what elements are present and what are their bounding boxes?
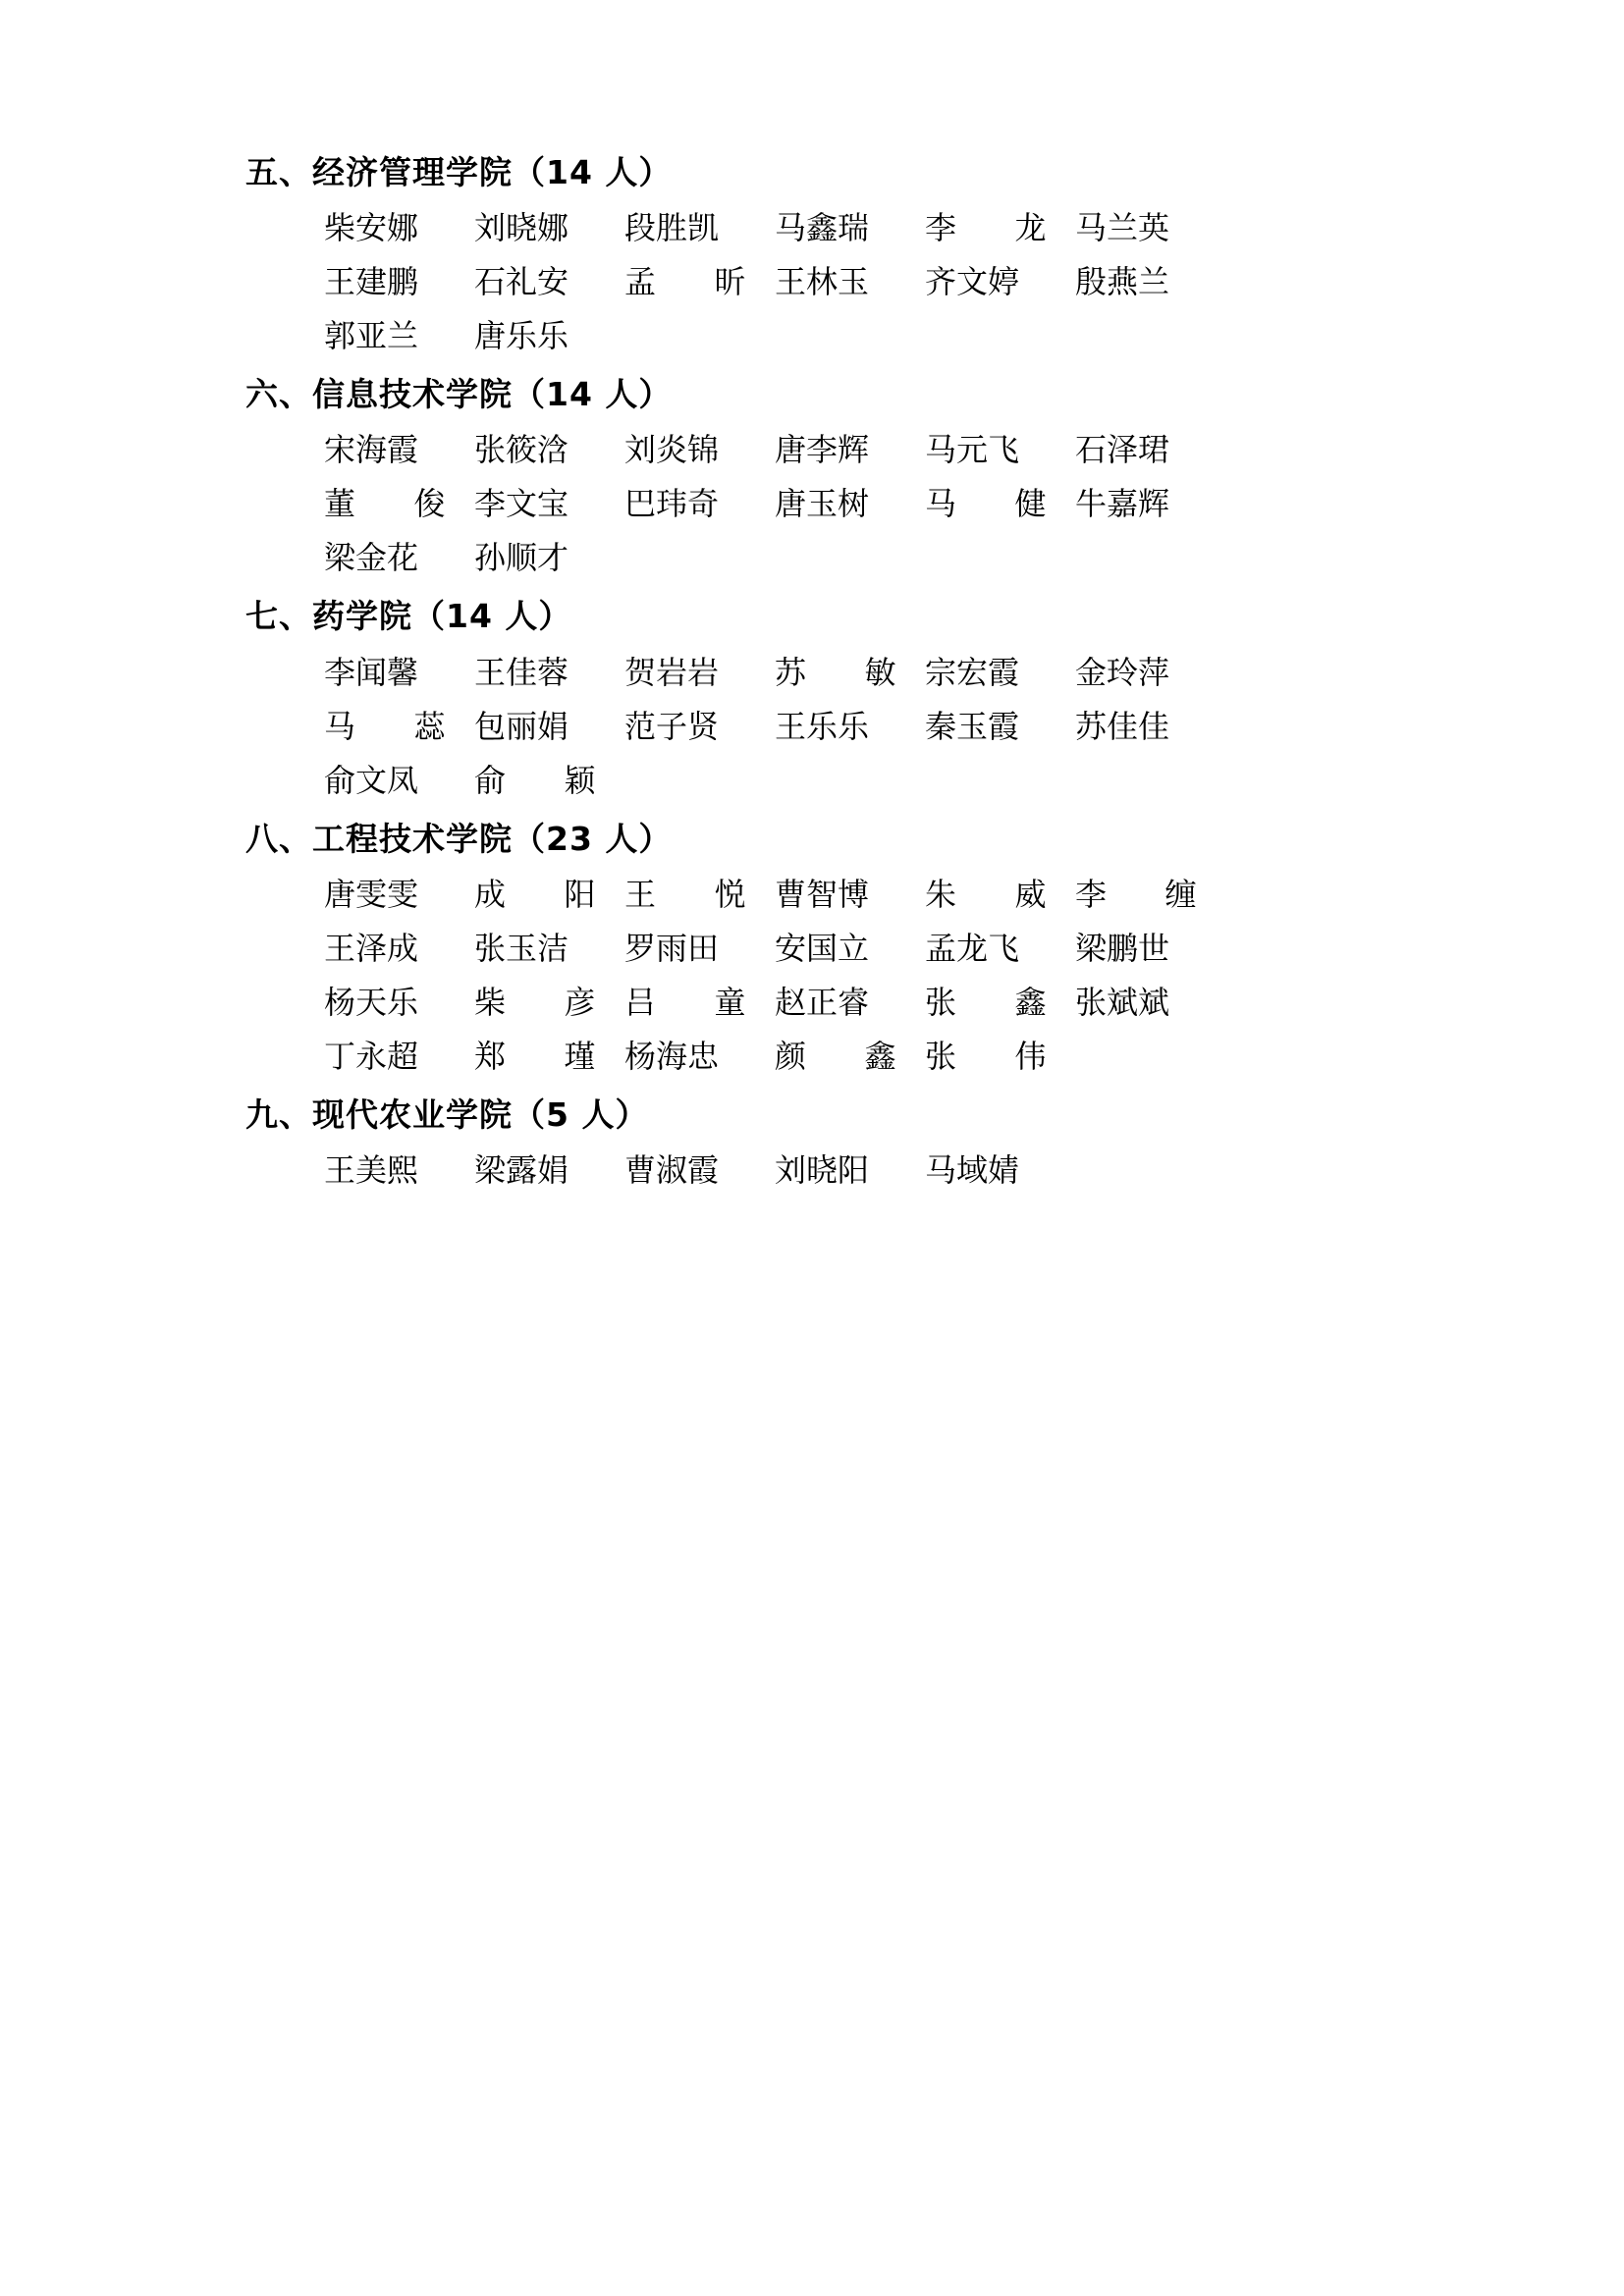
name-cell bbox=[925, 646, 1075, 700]
person-name: 王 悦 bbox=[624, 876, 746, 912]
name-cell bbox=[925, 868, 1075, 922]
name-cell bbox=[324, 201, 474, 255]
person-name: 俞 颖 bbox=[474, 762, 596, 798]
name-cell bbox=[474, 1030, 624, 1084]
person-name: 吕 童 bbox=[624, 984, 746, 1020]
section-heading: 九、现代农业学院（5 人） bbox=[245, 1095, 649, 1134]
name-cell bbox=[324, 1144, 474, 1198]
name-cell bbox=[624, 423, 775, 477]
name-cell bbox=[624, 255, 775, 309]
name-cell bbox=[925, 201, 1075, 255]
name-cell bbox=[1075, 423, 1225, 477]
name-cell bbox=[925, 1030, 1075, 1084]
name-list bbox=[245, 646, 1418, 808]
name-cell bbox=[624, 922, 775, 976]
name-cell bbox=[624, 1030, 775, 1084]
name-cell bbox=[1075, 922, 1225, 976]
name-row bbox=[324, 309, 1418, 363]
name-row bbox=[324, 1144, 1418, 1198]
name-cell bbox=[1075, 477, 1225, 531]
person-name: 唐雯雯 bbox=[324, 876, 419, 912]
person-name: 孟龙飞 bbox=[925, 930, 1020, 966]
person-name: 孙顺才 bbox=[474, 540, 569, 576]
name-row bbox=[324, 423, 1418, 477]
person-name: 王乐乐 bbox=[775, 708, 870, 744]
name-cell bbox=[324, 477, 474, 531]
name-cell bbox=[474, 255, 624, 309]
name-cell bbox=[1075, 201, 1225, 255]
name-cell bbox=[624, 201, 775, 255]
name-cell bbox=[624, 976, 775, 1030]
person-name: 王美熙 bbox=[324, 1152, 419, 1189]
person-name: 秦玉霞 bbox=[925, 708, 1020, 744]
name-cell bbox=[775, 868, 925, 922]
name-cell bbox=[474, 423, 624, 477]
name-cell bbox=[474, 646, 624, 700]
person-name: 李闻馨 bbox=[324, 654, 419, 690]
name-cell bbox=[474, 201, 624, 255]
department-section bbox=[245, 814, 1418, 1084]
name-row bbox=[324, 700, 1418, 754]
person-name: 赵正睿 bbox=[775, 984, 870, 1020]
name-cell bbox=[1075, 976, 1225, 1030]
name-cell bbox=[775, 646, 925, 700]
name-cell bbox=[775, 976, 925, 1030]
name-cell bbox=[324, 255, 474, 309]
name-cell bbox=[925, 423, 1075, 477]
person-name: 石泽珺 bbox=[1075, 432, 1170, 468]
person-name: 齐文婷 bbox=[925, 264, 1020, 300]
person-name: 宋海霞 bbox=[324, 432, 419, 468]
name-row bbox=[324, 201, 1418, 255]
name-cell bbox=[775, 201, 925, 255]
name-cell bbox=[324, 531, 474, 585]
person-name: 丁永超 bbox=[324, 1038, 419, 1074]
name-cell bbox=[925, 255, 1075, 309]
person-name: 巴玮奇 bbox=[624, 486, 720, 522]
name-cell bbox=[775, 922, 925, 976]
person-name: 苏 敏 bbox=[775, 654, 896, 690]
name-cell bbox=[925, 477, 1075, 531]
person-name: 李文宝 bbox=[474, 486, 569, 522]
person-name: 梁鹏世 bbox=[1075, 930, 1170, 966]
name-row bbox=[324, 1030, 1418, 1084]
person-name: 柴 彦 bbox=[474, 984, 596, 1020]
person-name: 唐李辉 bbox=[775, 432, 870, 468]
person-name: 马鑫瑞 bbox=[775, 210, 870, 246]
person-name: 曹淑霞 bbox=[624, 1152, 720, 1189]
person-name: 张斌斌 bbox=[1075, 984, 1170, 1020]
name-cell bbox=[925, 922, 1075, 976]
person-name: 刘晓娜 bbox=[474, 210, 569, 246]
name-cell bbox=[624, 477, 775, 531]
person-name: 李 龙 bbox=[925, 210, 1047, 246]
name-cell bbox=[474, 1144, 624, 1198]
person-name: 张玉洁 bbox=[474, 930, 569, 966]
person-name: 苏佳佳 bbox=[1075, 708, 1170, 744]
name-cell bbox=[624, 646, 775, 700]
person-name: 王佳蓉 bbox=[474, 654, 569, 690]
person-name: 成 阳 bbox=[474, 876, 596, 912]
name-cell bbox=[925, 700, 1075, 754]
name-cell bbox=[474, 477, 624, 531]
person-name: 范子贤 bbox=[624, 708, 720, 744]
name-cell bbox=[324, 868, 474, 922]
name-cell bbox=[324, 976, 474, 1030]
name-cell bbox=[474, 868, 624, 922]
person-name: 张 鑫 bbox=[925, 984, 1047, 1020]
person-name: 石礼安 bbox=[474, 264, 569, 300]
person-name: 王林玉 bbox=[775, 264, 870, 300]
person-name: 马兰英 bbox=[1075, 210, 1170, 246]
person-name: 殷燕兰 bbox=[1075, 264, 1170, 300]
person-name: 牛嘉辉 bbox=[1075, 486, 1170, 522]
section-heading: 八、工程技术学院（23 人） bbox=[245, 819, 673, 858]
person-name: 郭亚兰 bbox=[324, 318, 419, 354]
person-name: 杨海忠 bbox=[624, 1038, 720, 1074]
person-name: 张 伟 bbox=[925, 1038, 1047, 1074]
name-list bbox=[245, 423, 1418, 585]
person-name: 马元飞 bbox=[925, 432, 1020, 468]
name-row bbox=[324, 531, 1418, 585]
name-cell bbox=[324, 1030, 474, 1084]
name-cell bbox=[775, 255, 925, 309]
name-cell bbox=[624, 700, 775, 754]
person-name: 王建鹏 bbox=[324, 264, 419, 300]
name-list bbox=[245, 1144, 1418, 1198]
name-cell bbox=[1075, 255, 1225, 309]
name-list bbox=[245, 868, 1418, 1084]
name-cell bbox=[1075, 700, 1225, 754]
name-cell bbox=[474, 976, 624, 1030]
person-name: 唐玉树 bbox=[775, 486, 870, 522]
sections-container bbox=[245, 147, 1418, 1198]
person-name: 刘炎锦 bbox=[624, 432, 720, 468]
department-section bbox=[245, 1090, 1418, 1198]
section-heading: 六、信息技术学院（14 人） bbox=[245, 375, 673, 414]
person-name: 李 缠 bbox=[1075, 876, 1197, 912]
department-section bbox=[245, 591, 1418, 807]
name-cell bbox=[324, 922, 474, 976]
person-name: 贺岩岩 bbox=[624, 654, 720, 690]
name-cell bbox=[775, 423, 925, 477]
department-section bbox=[245, 369, 1418, 585]
name-cell bbox=[775, 477, 925, 531]
name-row bbox=[324, 477, 1418, 531]
person-name: 宗宏霞 bbox=[925, 654, 1020, 690]
name-row bbox=[324, 646, 1418, 700]
name-cell bbox=[775, 1030, 925, 1084]
name-row bbox=[324, 976, 1418, 1030]
person-name: 马 健 bbox=[925, 486, 1047, 522]
person-name: 安国立 bbox=[775, 930, 870, 966]
name-row bbox=[324, 255, 1418, 309]
name-cell bbox=[324, 754, 474, 808]
name-row bbox=[324, 868, 1418, 922]
person-name: 梁露娟 bbox=[474, 1152, 569, 1189]
person-name: 唐乐乐 bbox=[474, 318, 569, 354]
person-name: 马 蕊 bbox=[324, 708, 446, 744]
name-cell bbox=[1075, 868, 1225, 922]
person-name: 郑 瑾 bbox=[474, 1038, 596, 1074]
person-name: 颜 鑫 bbox=[775, 1038, 896, 1074]
person-name: 马域婧 bbox=[925, 1152, 1020, 1189]
person-name: 刘晓阳 bbox=[775, 1152, 870, 1189]
section-heading: 五、经济管理学院（14 人） bbox=[245, 153, 673, 191]
department-section bbox=[245, 147, 1418, 363]
name-row bbox=[324, 754, 1418, 808]
person-name: 杨天乐 bbox=[324, 984, 419, 1020]
name-cell bbox=[474, 700, 624, 754]
name-cell bbox=[775, 1144, 925, 1198]
name-cell bbox=[775, 700, 925, 754]
name-cell bbox=[474, 754, 624, 808]
person-name: 朱 威 bbox=[925, 876, 1047, 912]
person-name: 段胜凯 bbox=[624, 210, 720, 246]
person-name: 柴安娜 bbox=[324, 210, 419, 246]
name-cell bbox=[324, 423, 474, 477]
name-cell bbox=[925, 1144, 1075, 1198]
name-list bbox=[245, 201, 1418, 363]
name-cell bbox=[1075, 646, 1225, 700]
person-name: 张筱浛 bbox=[474, 432, 569, 468]
section-heading: 七、药学院（14 人） bbox=[245, 597, 572, 636]
person-name: 孟 昕 bbox=[624, 264, 746, 300]
name-cell bbox=[624, 1144, 775, 1198]
person-name: 金玲萍 bbox=[1075, 654, 1170, 690]
name-cell bbox=[324, 309, 474, 363]
name-cell bbox=[324, 700, 474, 754]
person-name: 梁金花 bbox=[324, 540, 419, 576]
person-name: 包丽娟 bbox=[474, 708, 569, 744]
person-name: 俞文凤 bbox=[324, 762, 419, 798]
person-name: 董 俊 bbox=[324, 486, 446, 522]
person-name: 曹智博 bbox=[775, 876, 870, 912]
name-cell bbox=[474, 531, 624, 585]
name-cell bbox=[324, 646, 474, 700]
person-name: 罗雨田 bbox=[624, 930, 720, 966]
name-row bbox=[324, 922, 1418, 976]
name-cell bbox=[624, 868, 775, 922]
name-cell bbox=[474, 309, 624, 363]
person-name: 王泽成 bbox=[324, 930, 419, 966]
name-cell bbox=[925, 976, 1075, 1030]
name-cell bbox=[474, 922, 624, 976]
